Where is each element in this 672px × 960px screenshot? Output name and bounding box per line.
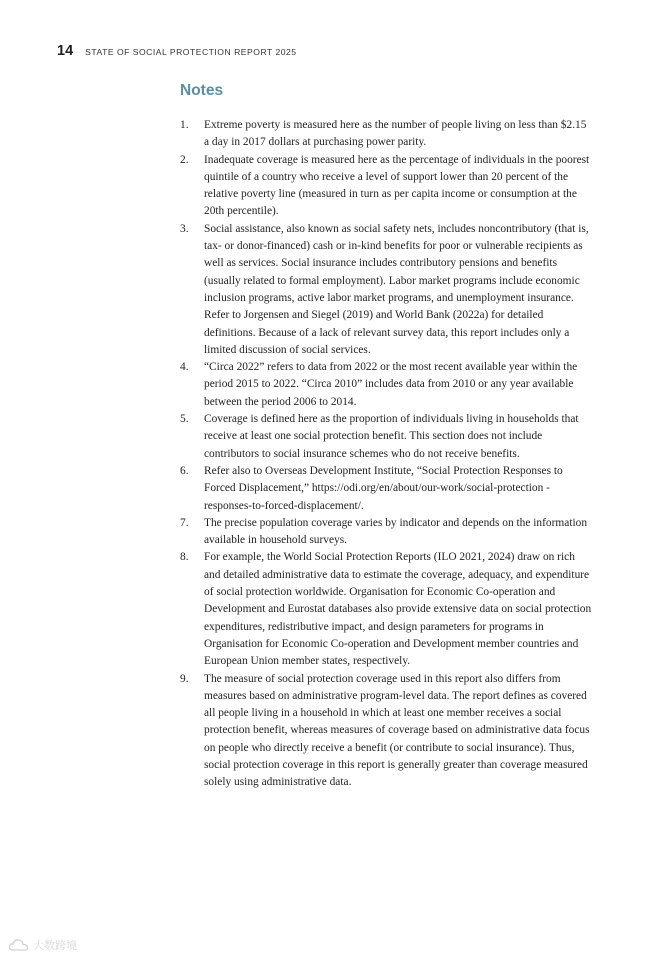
- note-item: [180, 411, 594, 463]
- note-text: Social assistance, also known as social safety nets, includes noncontributory (that is, tax- or donor-financed) cash or in-kind benefits for poor or vulnerable recipients as well as services. Social insurance includes contributory pensions and benefits (usually related to formal employment). Labor market programs include economic inclusion programs, active labor market programs, and unemployment insurance. Refer to Jorgensen and Siegel (2019) and World Bank (2022a) for detailed definitions. Because of a lack of relevant survey data, this report includes only a limited discussion of social services.: [204, 222, 589, 356]
- note-number: 5.: [180, 413, 189, 426]
- note-item: [180, 463, 594, 515]
- note-number: 2.: [180, 153, 189, 166]
- notes-list: [180, 117, 594, 792]
- running-head: [57, 43, 297, 59]
- watermark: [8, 937, 77, 953]
- note-text: Extreme poverty is measured here as the number of people living on less than $2.15 a day in 2017 dollars at purchasing power parity.: [204, 119, 587, 149]
- note-item: [180, 152, 594, 221]
- cloud-logo-icon: [8, 938, 30, 952]
- note-text: Coverage is defined here as the proportion of individuals living in households that receive at least one social protection benefit. This section does not include contributors to social insurance schemes who do not receive benefits.: [204, 413, 579, 460]
- note-text: The measure of social protection coverage used in this report also differs from measures based on administrative program-level data. The report defines as covered all people living in a household in which at least one member receives a social protection benefit, whereas measures of coverage based on administrative data focus on people who directly receive a benefit (or contribute to social insurance). Thus, social protection coverage in this report is generally greater than coverage measured solely using administrative data.: [204, 672, 590, 789]
- report-title: STATE OF SOCIAL PROTECTION REPORT 2025: [85, 47, 297, 57]
- note-number: 6.: [180, 464, 189, 477]
- note-number: 4.: [180, 361, 189, 374]
- note-item: [180, 671, 594, 792]
- note-number: 1.: [180, 119, 189, 131]
- note-item: [180, 117, 594, 152]
- note-number: 9.: [180, 672, 189, 685]
- note-text: For example, the World Social Protection Reports (ILO 2021, 2024) draw on rich and detailed administrative data to estimate the coverage, adequacy, and expenditure of social protection worldwide. Organisation for Economic Co-operation and Development and Eurostat databases also provide extensive data on social protection expenditures, redistributive impact, and design parameters for programs in Organisation for Economic Co-operation and Development member countries and European Union member states, respectively.: [204, 551, 592, 668]
- note-text: Inadequate coverage is measured here as the percentage of individuals in the poorest quintile of a country who receive a level of support lower than 20 percent of the relative poverty line (measured in turn as per capita income or consumption at the 20th percentile).: [204, 153, 590, 218]
- note-item: [180, 549, 594, 670]
- watermark-text: 大数跨境: [33, 939, 77, 952]
- note-number: 3.: [180, 222, 189, 235]
- note-number: 8.: [180, 551, 189, 564]
- note-item: [180, 359, 594, 411]
- note-text: “Circa 2022” refers to data from 2022 or the most recent available year within the period 2015 to 2022. “Circa 2010” includes data from 2010 or any year available between the period 2006 to 2014.: [204, 361, 578, 408]
- note-number: 7.: [180, 516, 189, 529]
- note-item: [180, 221, 594, 359]
- notes-heading: Notes: [180, 82, 224, 99]
- page-number: 14: [57, 43, 74, 59]
- note-text: Refer also to Overseas Development Institute, “Social Protection Responses to Forced Displacement,” https://odi.org/en/about/our-work/social-protection -responses-to-forced-displacement/.: [204, 464, 563, 512]
- note-item: [180, 515, 594, 550]
- note-text: The precise population coverage varies by indicator and depends on the information available in household surveys.: [204, 516, 588, 547]
